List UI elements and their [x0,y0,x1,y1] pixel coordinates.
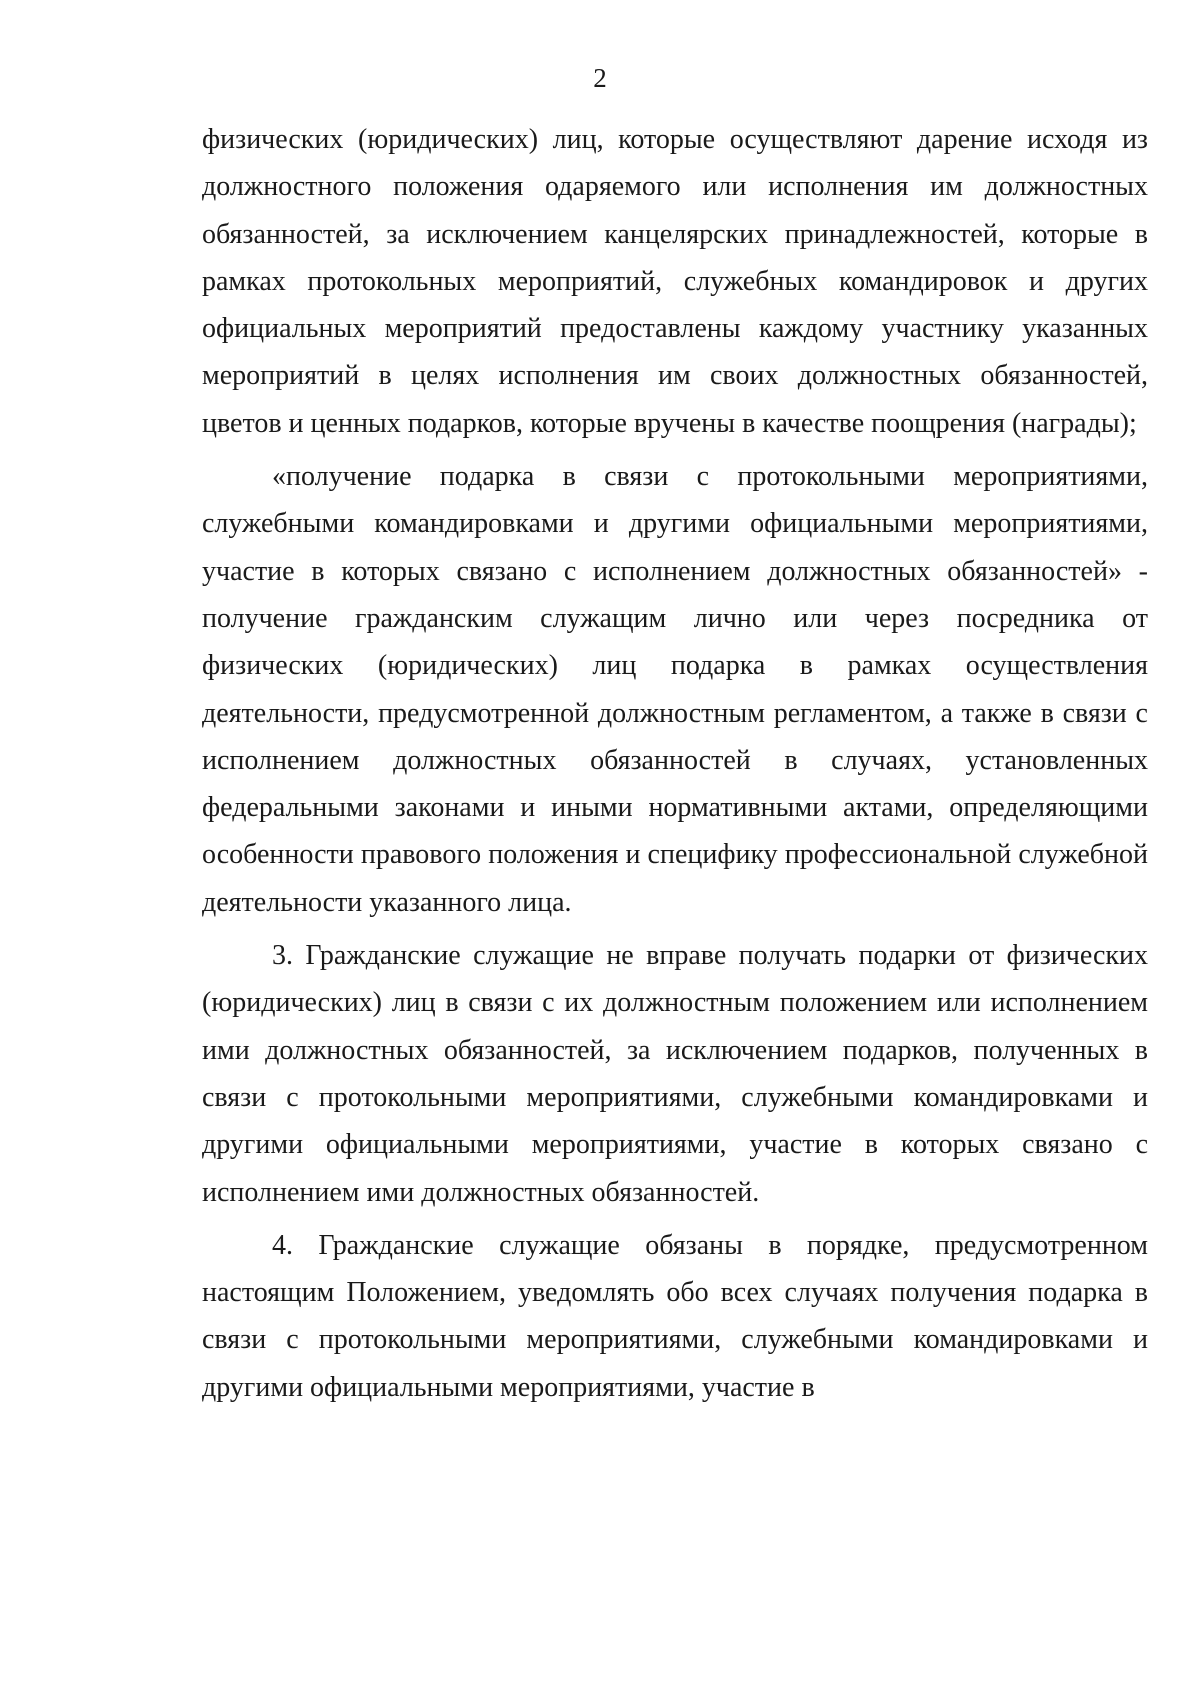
paragraph-continuation: физических (юридических) лиц, которые осуществляют дарение исходя из должностного положения одаряемого или исполнения им должностных обязанностей, за исключением канцелярских принадлежностей, которые в рамках протокольных мероприятий, служебных командировок и других официальных мероприятий предоставлены каждому участнику указанных мероприятий в целях исполнения им своих должностных обязанностей, цветов и ценных подарков, которые вручены в качестве поощрения (награды); [202,124,1148,439]
paragraph-item-3: 3. Гражданские служащие не вправе получать подарки от физических (юридических) лиц в связи с их должностным положением или исполнением ими должностных обязанностей, за исключением подарков, полученных в связи с протокольными мероприятиями, служебными командировками и другими официальными мероприятиями, участие в которых связано с исполнением ими должностных обязанностей. [202,940,1148,1208]
document-body [202,116,1148,1411]
page-number: 2 [593,63,607,93]
paragraph-item-4: 4. Гражданские служащие обязаны в порядке, предусмотренном настоящим Положением, уведомлять обо всех случаях получения подарка в связи с протокольными мероприятиями, служебными командировками и другими официальными мероприятиями, участие в [202,1229,1148,1403]
paragraph-gift-definition: «получение подарка в связи с протокольными мероприятиями, служебными командировками и другими официальными мероприятиями, участие в которых связано с исполнением должностных обязанностей» - получение гражданским служащим лично или через посредника от физических (юридических) лиц подарка в рамках осуществления деятельности, предусмотренной должностным регламентом, а также в связи с исполнением должностных обязанностей в случаях, установленных федеральными законами и иными нормативными актами, определяющими особенности правового положения и специфику профессиональной служебной деятельности указанного лица. [202,461,1148,918]
